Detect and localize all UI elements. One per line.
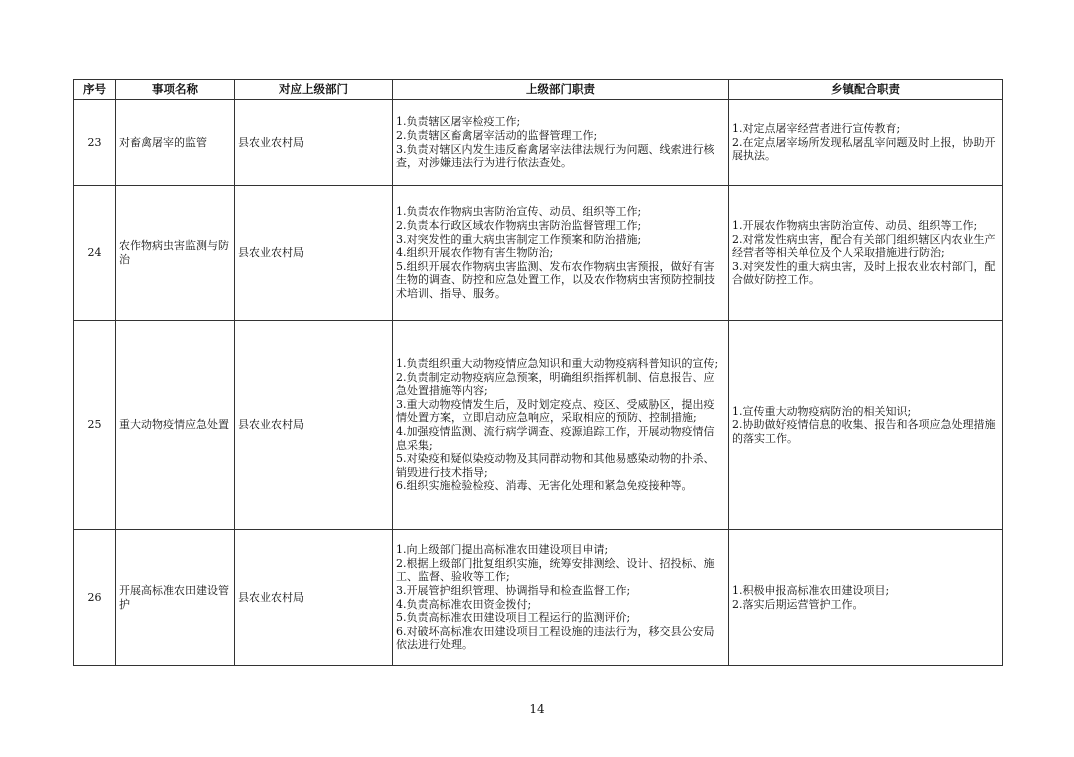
- row-department: 县农业农村局: [235, 321, 393, 530]
- table-row: [74, 321, 1003, 530]
- coop-line: 1.宣传重大动物疫病防治的相关知识;: [732, 404, 912, 418]
- coop-line: 1.积极申报高标准农田建设项目;: [732, 583, 890, 597]
- coop-line: 2.落实后期运营管护工作。: [732, 597, 864, 611]
- table-row: [74, 100, 1003, 186]
- duty-table: [73, 79, 1003, 666]
- header-superior-duties: 上级部门职责: [393, 80, 729, 100]
- duty-line: 1.负责组织重大动物疫情应急知识和重大动物疫病科普知识的宣传;: [396, 357, 719, 371]
- row-seq: 26: [74, 530, 116, 666]
- duty-line: 1.向上级部门提出高标准农田建设项目申请;: [396, 543, 609, 557]
- duty-line: 5.负责高标准农田建设项目工程运行的监测评价;: [396, 611, 631, 625]
- coop-line: 1.对定点屠宰经营者进行宣传教育;: [732, 122, 901, 136]
- row-department: 县农业农村局: [235, 186, 393, 321]
- duty-line: 4.负责高标准农田资金拨付;: [396, 597, 532, 611]
- row-item-name: 开展高标准农田建设管护: [116, 530, 235, 666]
- duty-line: 1.负责辖区屠宰检疫工作;: [396, 115, 521, 129]
- row-item-name: 重大动物疫情应急处置: [116, 321, 235, 530]
- duty-line: 3.对突发性的重大病虫害制定工作预案和防治措施;: [396, 232, 642, 246]
- header-seq: 序号: [74, 80, 116, 100]
- row-seq: 25: [74, 321, 116, 530]
- duty-line: 1.负责农作物病虫害防治宣传、动员、组织等工作;: [396, 205, 642, 219]
- header-superior-department: 对应上级部门: [235, 80, 393, 100]
- duty-line: 2.负责制定动物疫病应急预案，明确组织指挥机制、信息报告、应急处置措施等内容;: [396, 370, 715, 398]
- duty-line: 6.组织实施检验检疫、消毒、无害化处理和紧急免疫接种等。: [396, 479, 693, 493]
- duty-line: 4.组织开展农作物有害生物防治;: [396, 246, 554, 260]
- duty-line: 3.开展管护组织管理、协调指导和检查监督工作;: [396, 583, 631, 597]
- row-seq: 24: [74, 186, 116, 321]
- header-township-duties: 乡镇配合职责: [729, 80, 1003, 100]
- duty-line: 2.根据上级部门批复组织实施，统筹安排测绘、设计、招投标、施工、监督、验收等工作;: [396, 556, 715, 584]
- row-department: 县农业农村局: [235, 530, 393, 666]
- duty-line: 3.负责对辖区内发生违反畜禽屠宰法律法规行为问题、线索进行核查，对涉嫌违法行为进行依法查处。: [396, 142, 715, 170]
- coop-line: 2.协助做好疫情信息的收集、报告和各项应急处理措施的落实工作。: [732, 418, 996, 445]
- row-township-duties: [729, 100, 1003, 186]
- table-row: [74, 186, 1003, 321]
- table-header-row: [74, 80, 1003, 100]
- duty-line: 5.组织开展农作物病虫害监测、发布农作物病虫害预报，做好有害生物的调查、防控和应急处置工作，以及农作物病虫害预防控制技术培训、指导、服务。: [396, 259, 715, 300]
- duty-line: 6.对破坏高标准农田建设项目工程设施的违法行为，移交县公安局依法进行处理。: [396, 624, 715, 652]
- duty-line: 5.对染疫和疑似染疫动物及其同群动物和其他易感染动物的扑杀、销毁进行技术指导;: [396, 452, 715, 479]
- duty-line: 4.加强疫情监测、流行病学调查、疫源追踪工作，开展动物疫情信息采集;: [396, 425, 715, 452]
- row-item-name: 农作物病虫害监测与防治: [116, 186, 235, 321]
- row-seq: 23: [74, 100, 116, 186]
- row-superior-duties: [393, 530, 729, 666]
- row-township-duties: [729, 530, 1003, 666]
- duty-line: 2.负责辖区畜禽屠宰活动的监督管理工作;: [396, 128, 598, 142]
- row-township-duties: [729, 321, 1003, 530]
- row-item-name: 对畜禽屠宰的监管: [116, 100, 235, 186]
- row-superior-duties: [393, 321, 729, 530]
- duty-line: 2.负责本行政区域农作物病虫害防治监督管理工作;: [396, 219, 642, 233]
- row-superior-duties: [393, 186, 729, 321]
- page-number: 14: [529, 702, 545, 716]
- coop-line: 1.开展农作物病虫害防治宣传、动员、组织等工作;: [732, 219, 978, 233]
- coop-line: 3.对突发性的重大病虫害，及时上报农业农村部门，配合做好防控工作。: [732, 259, 996, 287]
- row-superior-duties: [393, 100, 729, 186]
- coop-line: 2.对常发性病虫害，配合有关部门组织辖区内农业生产经营者等相关单位及个人采取措施进行防治;: [732, 232, 996, 260]
- row-department: 县农业农村局: [235, 100, 393, 186]
- coop-line: 2.在定点屠宰场所发现私屠乱宰问题及时上报，协助开展执法。: [732, 135, 996, 163]
- duty-line: 3.重大动物疫情发生后，及时划定疫点、疫区、受威胁区，提出疫情处置方案，立即启动应急响应，采取相应的预防、控制措施;: [396, 397, 715, 425]
- header-item-name: 事项名称: [116, 80, 235, 100]
- row-township-duties: [729, 186, 1003, 321]
- table-row: [74, 530, 1003, 666]
